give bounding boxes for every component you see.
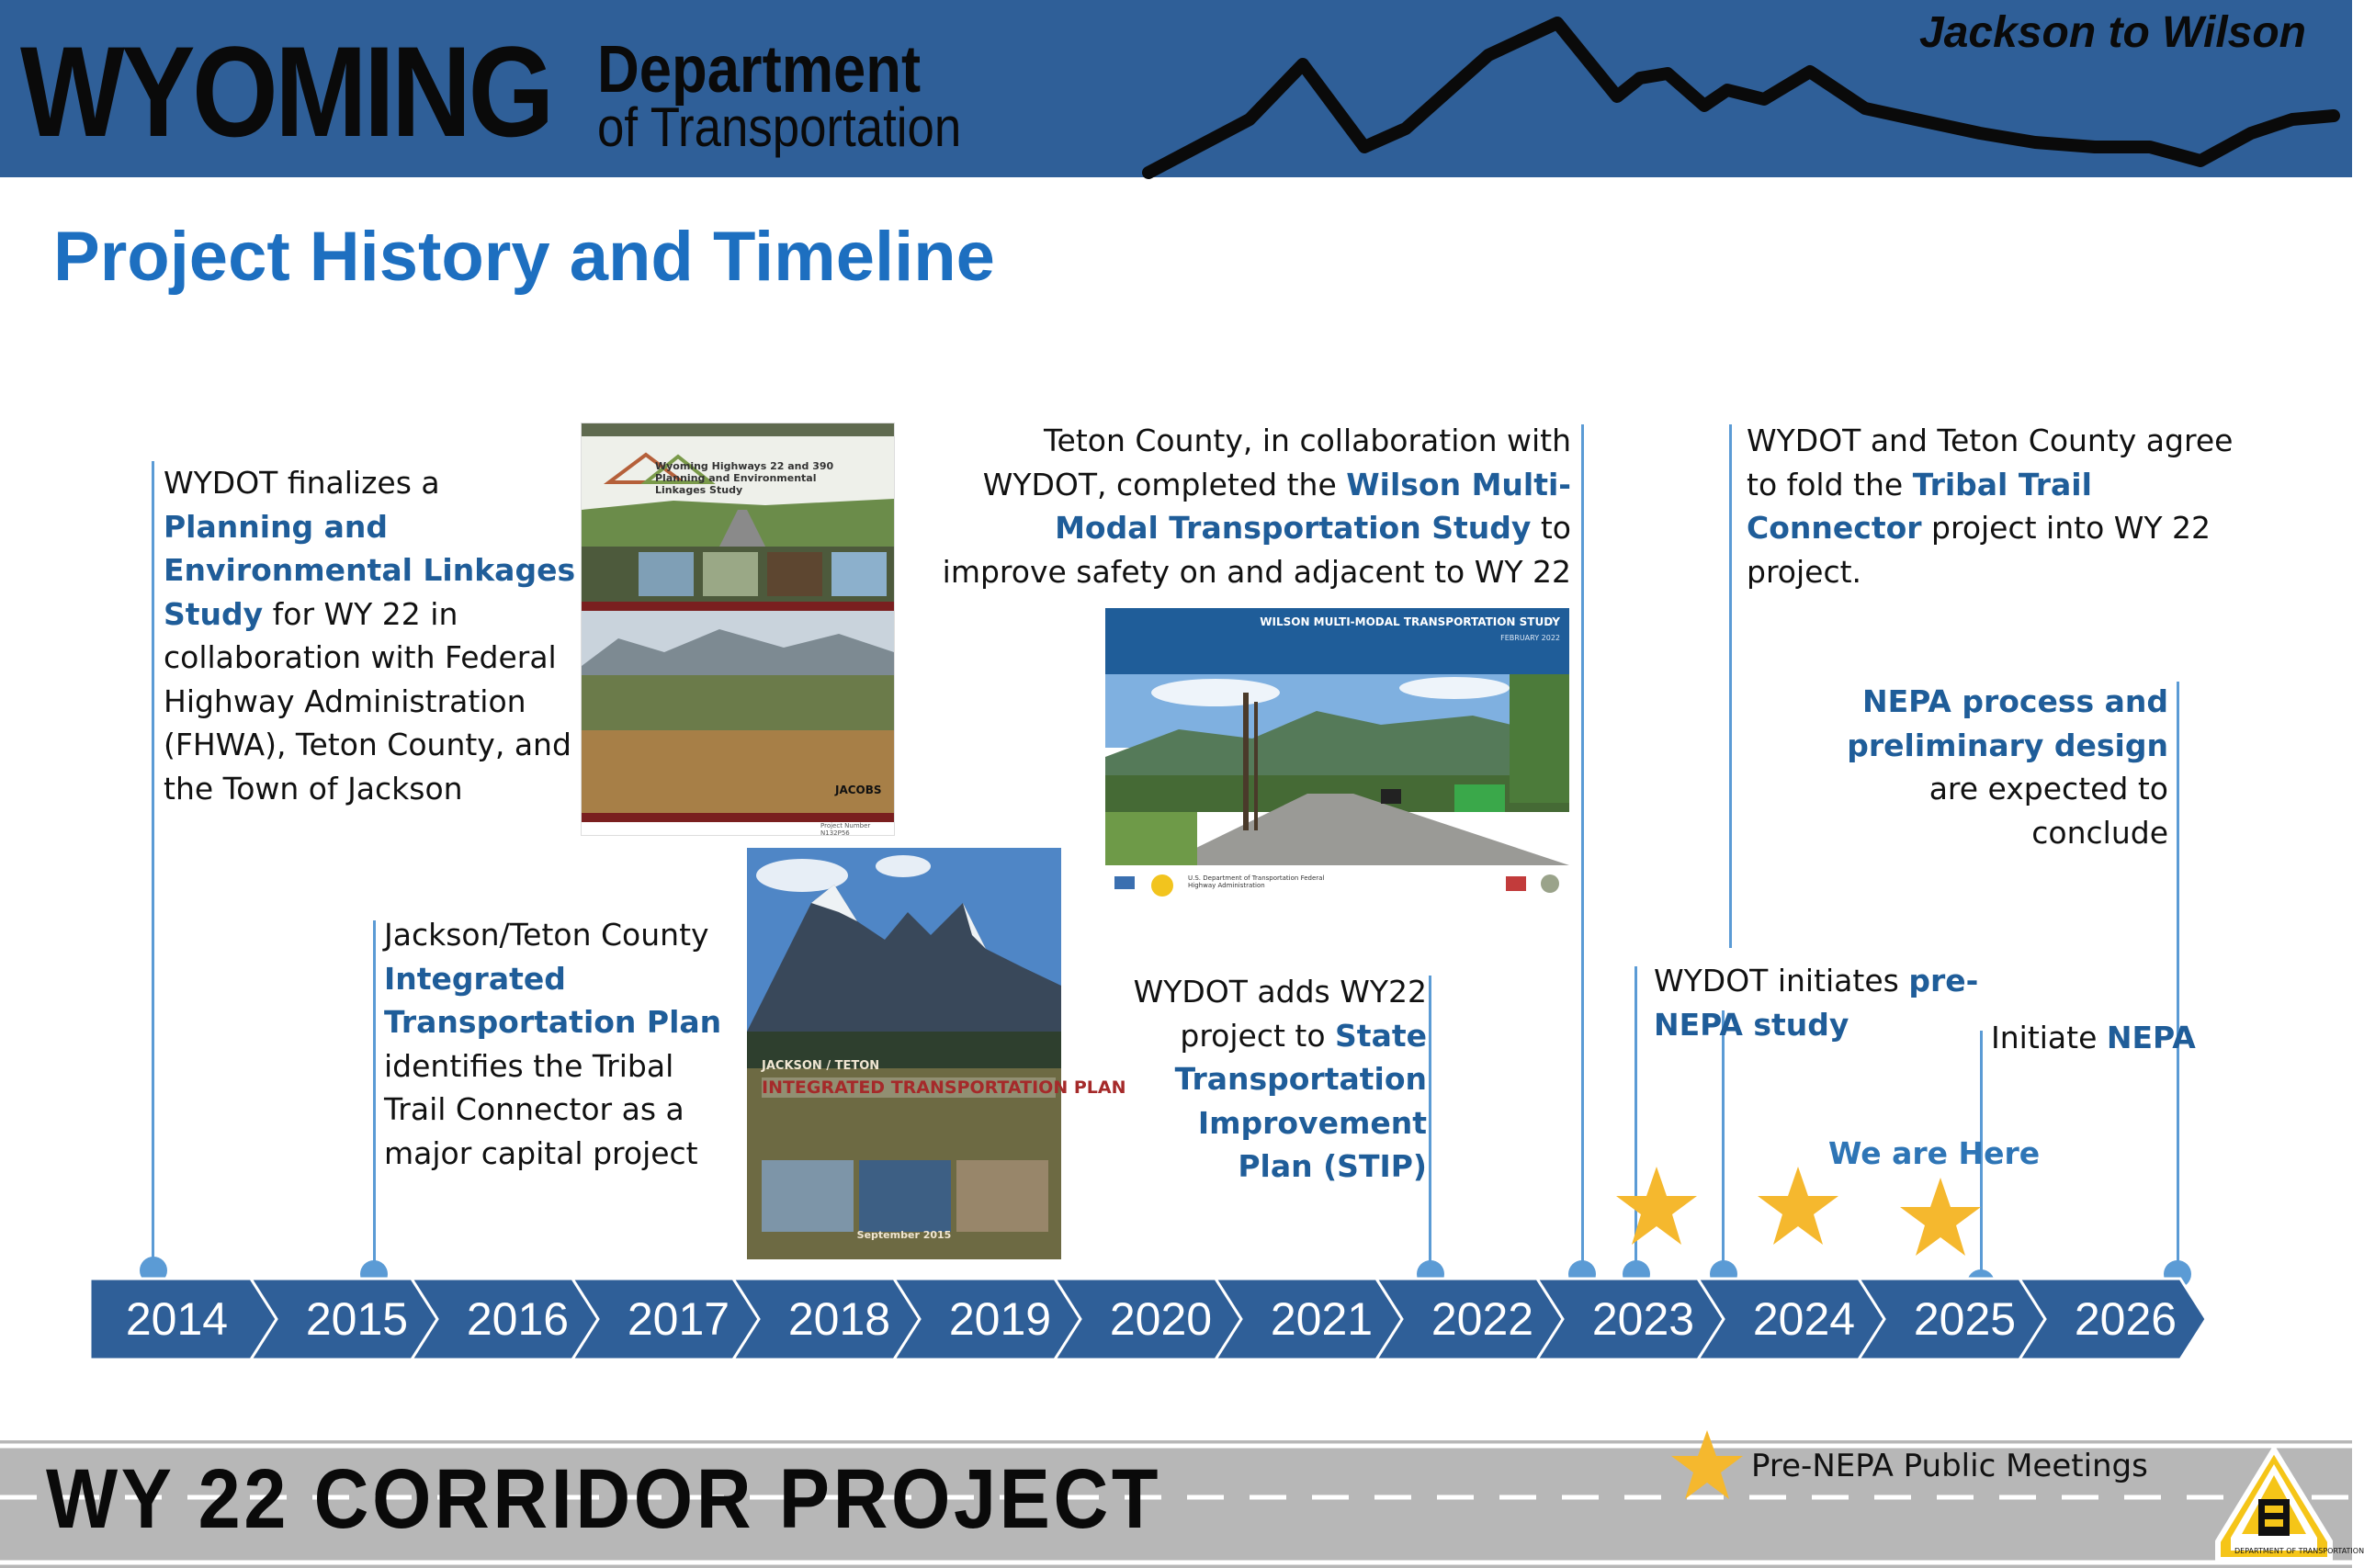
timeline-year-2015: 2015 — [305, 1293, 409, 1345]
timeline-year-2018: 2018 — [787, 1293, 891, 1345]
event-text: WYDOT finalizes a — [164, 465, 440, 501]
event-2025-initiate-nepa — [1991, 1016, 2211, 1060]
event-2022-stip — [1121, 970, 1427, 1189]
page-title: Project History and Timeline — [53, 218, 995, 296]
timeline-year-2021: 2021 — [1270, 1293, 1374, 1345]
star-icon — [1899, 1176, 1982, 1258]
wyoming-wordmark: WYOMING — [20, 19, 551, 164]
itp-cover-date: September 2015 — [856, 1229, 952, 1241]
itp-cover-title: INTEGRATED TRANSPORTATION PLAN — [762, 1077, 1126, 1098]
pel-cover-title: Wyoming Highways 22 and 390 Planning and Environmental Linkages Study — [655, 460, 834, 496]
leader-line-tribal-trail-lower — [1722, 1010, 1725, 1269]
itp-link[interactable]: Integrated Transportation Plan — [384, 960, 722, 1040]
pel-study-cover[interactable] — [581, 423, 895, 836]
leader-line-2015 — [373, 920, 376, 1269]
event-text: Teton County, in collaboration with WYDOT, completed the — [982, 423, 1571, 502]
leader-line-tribal-trail — [1729, 424, 1732, 948]
pel-study-link[interactable]: Planning and Environmental Linkages Study — [164, 508, 576, 632]
wmm-cover-date: FEBRUARY 2022 — [1500, 634, 1560, 642]
leader-line-nepa-conclude — [2177, 682, 2179, 1269]
event-2023-tribal-trail — [1747, 419, 2257, 593]
timeline-year-2024: 2024 — [1752, 1293, 1856, 1345]
timeline-year-2023: 2023 — [1591, 1293, 1695, 1345]
cover-band — [582, 423, 894, 436]
event-text: Jackson/Teton County — [384, 917, 709, 953]
event-2022-wilson-study — [923, 419, 1571, 593]
cover-landscape — [582, 611, 894, 813]
event-text: for WY 22 in collaboration with Federal Highway Administration (FHWA), Teton County, and the Town of Jackson — [164, 595, 571, 807]
nepa-process-link[interactable]: NEPA process and preliminary design — [1847, 683, 2168, 763]
wilson-study-cover[interactable] — [1105, 608, 1569, 911]
event-text: are expected to conclude — [1929, 771, 2168, 851]
cover-photo-strip — [582, 547, 894, 602]
itp-cover-graphic — [747, 848, 1126, 1259]
timeline-year-2014: 2014 — [125, 1293, 229, 1345]
timeline-year-2020: 2020 — [1109, 1293, 1213, 1345]
timeline-year-2026: 2026 — [2074, 1293, 2177, 1345]
itp-cover[interactable] — [747, 848, 1126, 1259]
event-text: Initiate — [1991, 1020, 2107, 1055]
wydot-seal — [2214, 1446, 2364, 1563]
event-text: WYDOT and Teton County agree to fold the — [1747, 423, 2234, 502]
event-2026-nepa-conclude — [1801, 680, 2168, 854]
leader-line-2014 — [152, 461, 154, 1269]
event-text: project into WY 22 project. — [1747, 510, 2211, 590]
timeline-year-2017: 2017 — [627, 1293, 730, 1345]
pre-nepa-link[interactable]: pre-NEPA study — [1654, 963, 1979, 1043]
timeline-year-2016: 2016 — [466, 1293, 570, 1345]
wmm-cover-footer: U.S. Department of Transportation Federal Highway Administration — [1188, 874, 1325, 889]
wmm-cover-title: WILSON MULTI-MODAL TRANSPORTATION STUDY — [1260, 615, 1560, 628]
event-text: WYDOT adds WY22 project to — [1133, 974, 1427, 1054]
leader-line-wilson-study — [1581, 424, 1584, 1269]
seal-caption: DEPARTMENT OF TRANSPORTATION — [2234, 1547, 2364, 1555]
wmm-cover-photo — [1105, 674, 1569, 865]
timeline-year-2025: 2025 — [1913, 1293, 2017, 1345]
itp-cover-line1: JACKSON / TETON — [762, 1059, 880, 1073]
leader-line-stip — [1429, 976, 1431, 1269]
legend-label: Pre-NEPA Public Meetings — [1751, 1448, 2148, 1484]
wilson-study-link[interactable]: Wilson Multi-Modal Transportation Study — [1055, 466, 1571, 546]
event-text: WYDOT initiates — [1654, 963, 1909, 998]
event-text: identifies the Tribal Trail Connector as a major capital project — [384, 1047, 698, 1171]
star-icon — [1757, 1165, 1839, 1247]
we-are-here-label: We are Here — [1828, 1135, 2041, 1171]
star-icon — [1670, 1428, 1744, 1502]
timeline-year-2022: 2022 — [1431, 1293, 1534, 1345]
stip-link[interactable]: State Transportation Improvement Plan (STIP) — [1174, 1017, 1427, 1184]
corridor-project-title: WY 22 CORRIDOR PROJECT — [46, 1452, 1162, 1546]
pel-cover-brand: JACOBS — [835, 784, 882, 796]
department-label: Department — [597, 33, 922, 107]
event-2023-pre-nepa — [1654, 959, 1985, 1046]
project-area-label: Jackson to Wilson — [1919, 8, 2306, 57]
nepa-link[interactable]: NEPA — [2106, 1020, 2196, 1055]
of-transportation-label: of Transportation — [597, 96, 962, 158]
star-icon — [1615, 1165, 1698, 1247]
event-2015-itp — [384, 913, 738, 1175]
event-text: to improve safety on and adjacent to WY 22 — [942, 510, 1571, 590]
tribal-trail-link[interactable]: Tribal Trail Connector — [1747, 466, 2092, 546]
timeline-year-2019: 2019 — [948, 1293, 1052, 1345]
event-2014-pel-study — [164, 461, 582, 810]
pel-cover-footer: Project Number N132P56 — [820, 822, 871, 837]
